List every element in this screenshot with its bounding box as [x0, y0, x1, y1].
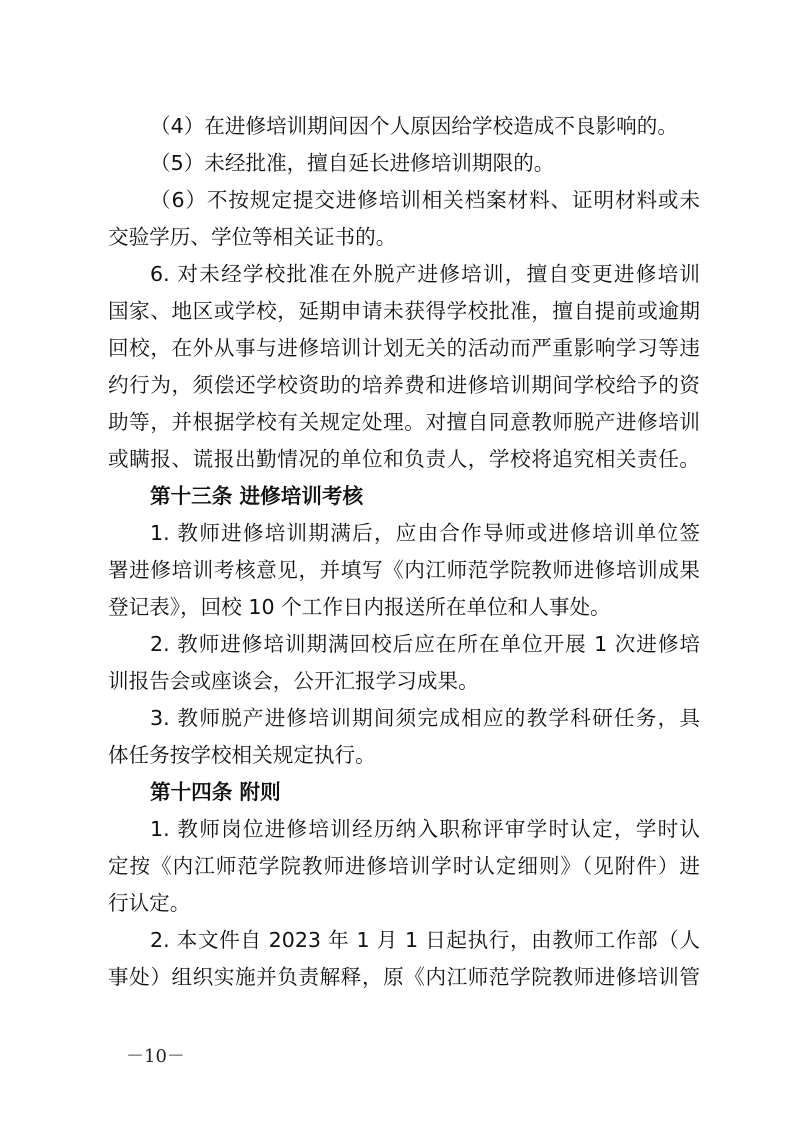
paragraph-line: 训报告会或座谈会，公开汇报学习成果。: [108, 669, 479, 693]
paragraph-line: 行认定。: [108, 891, 191, 915]
paragraph-line: 国家、地区或学校，延期申请未获得学校批准，擅自提前或逾期: [108, 299, 700, 323]
paragraph-line: 2. 本文件自 2023 年 1 月 1 日起执行，由教师工作部（人: [150, 928, 700, 952]
paragraph-line: 6. 对未经学校批准在外脱产进修培训，擅自变更进修培训: [150, 262, 700, 286]
page-number: －10－: [126, 1046, 185, 1067]
paragraph-line: 体任务按学校相关规定执行。: [108, 743, 376, 767]
article-14-heading: 第十四条 附则: [150, 780, 281, 804]
paragraph-line: （5）未经批准，擅自延长进修培训期限的。: [150, 151, 555, 175]
paragraph-line: 1. 教师进修培训期满后，应由合作导师或进修培训单位签: [150, 521, 700, 545]
paragraph-line: 2. 教师进修培训期满回校后应在所在单位开展 1 次进修培: [150, 632, 700, 656]
paragraph-line: 约行为，须偿还学校资助的培养费和进修培训期间学校给予的资: [108, 373, 700, 397]
paragraph-line: （6）不按规定提交进修培训相关档案材料、证明材料或未: [150, 188, 700, 212]
paragraph-line: 署进修培训考核意见，并填写《内江师范学院教师进修培训成果: [108, 558, 700, 582]
paragraph-line: 3. 教师脱产进修培训期间须完成相应的教学科研任务，具: [150, 706, 700, 730]
paragraph-line: 回校，在外从事与进修培训计划无关的活动而严重影响学习等违: [108, 336, 700, 360]
paragraph-line: 交验学历、学位等相关证书的。: [108, 225, 397, 249]
paragraph-line: 助等，并根据学校有关规定处理。对擅自同意教师脱产进修培训: [108, 410, 700, 434]
paragraph-line: （4）在进修培训期间因个人原因给学校造成不良影响的。: [150, 114, 678, 138]
paragraph-line: 事处）组织实施并负责解释，原《内江师范学院教师进修培训管: [108, 965, 700, 989]
paragraph-line: 或瞒报、谎报出勤情况的单位和负责人，学校将追究相关责任。: [108, 447, 700, 471]
paragraph-line: 定按《内江师范学院教师进修培训学时认定细则》（见附件）进: [108, 854, 700, 878]
article-13-heading: 第十三条 进修培训考核: [150, 484, 364, 508]
paragraph-line: 1. 教师岗位进修培训经历纳入职称评审学时认定，学时认: [150, 817, 700, 841]
document-body: [108, 108, 700, 996]
paragraph-line: 登记表》，回校 10 个工作日内报送所在单位和人事处。: [108, 595, 611, 619]
